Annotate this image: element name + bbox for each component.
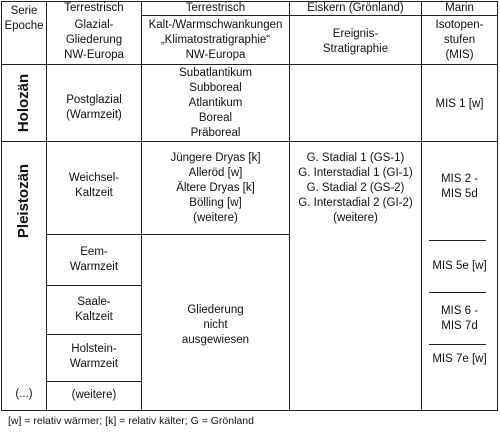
header-col3-sub: Kalt-/Warmschwankungen „Klimatostratigraphie“ NW-Europa — [148, 18, 283, 61]
header-col5-top: Marin — [445, 2, 474, 14]
eem-glazial: Eem- Warmzeit — [69, 246, 119, 273]
header-epoche: Epoche — [4, 20, 44, 32]
mis-divider-3 — [429, 344, 486, 345]
weichsel-eiskern: G. Stadial 1 (GS-1) G. Interstadial 1 (GI-1) G. Stadial 2 (GS-2) G. Interstadial 2 (GI-2) (weitere) — [298, 151, 413, 224]
table-border-bottom — [1, 410, 498, 411]
row-divider-eem — [46, 285, 141, 286]
table-border-left — [1, 1, 2, 411]
holstein-mis: MIS 7e [w] — [432, 352, 487, 365]
saale-mis: MIS 6 - MIS 7d — [440, 305, 479, 332]
holozaen-klima: Subatlantikum Subboreal Atlantikum Boreal Präboreal — [179, 66, 252, 139]
header-col4-sub: Ereignis- Stratigraphie — [322, 28, 389, 55]
weichsel-klima: Jüngere Dryas [k] Alleröd [w] Ältere Dryas [k] Bölling [w] (weitere) — [170, 151, 261, 224]
gliederung-nicht-ausgewiesen: Gliederung nicht ausgewiesen — [181, 303, 250, 346]
holstein-glazial: Holstein- Warmzeit — [69, 343, 119, 370]
holozaen-glazial: Postglazial (Warmzeit) — [66, 94, 122, 121]
header-col2-top: Terrestrisch — [64, 2, 124, 14]
header-col5-sub: Isotopen- stufen (MIS) — [435, 18, 484, 61]
table-border-right — [497, 1, 498, 411]
header-serie-epoche — [2, 2, 46, 36]
row-divider-weichsel — [46, 234, 289, 235]
mis-divider-2 — [429, 292, 486, 293]
mis-divider-1 — [429, 240, 486, 241]
header-col2-sub: Glazial- Gliederung NW-Europa — [64, 18, 124, 61]
epoch-holozaen: Holozän — [15, 73, 32, 133]
eem-mis: MIS 5e [w] — [432, 259, 487, 272]
epoch-divider — [1, 141, 498, 142]
row-divider-holstein — [46, 381, 141, 382]
row-divider-saale — [46, 334, 141, 335]
header-serie: Serie — [10, 5, 38, 17]
footnote: [w] = relativ wärmer; [k] = relativ kälter; G = Grönland — [8, 415, 254, 427]
header-col4-top: Eiskern (Grönland) — [307, 2, 404, 14]
holozaen-mis: MIS 1 [w] — [435, 97, 484, 110]
epoch-pleistozaen: Pleistozän — [15, 163, 32, 239]
weichsel-mis: MIS 2 - MIS 5d — [440, 173, 479, 200]
weichsel-glazial: Weichsel- Kaltzeit — [68, 172, 120, 199]
epoch-ellipsis: (...) — [15, 387, 33, 400]
header-col3-top: Terrestrisch — [185, 2, 246, 14]
saale-glazial: Saale- Kaltzeit — [75, 296, 113, 323]
weitere-glazial: (weitere) — [71, 388, 117, 401]
